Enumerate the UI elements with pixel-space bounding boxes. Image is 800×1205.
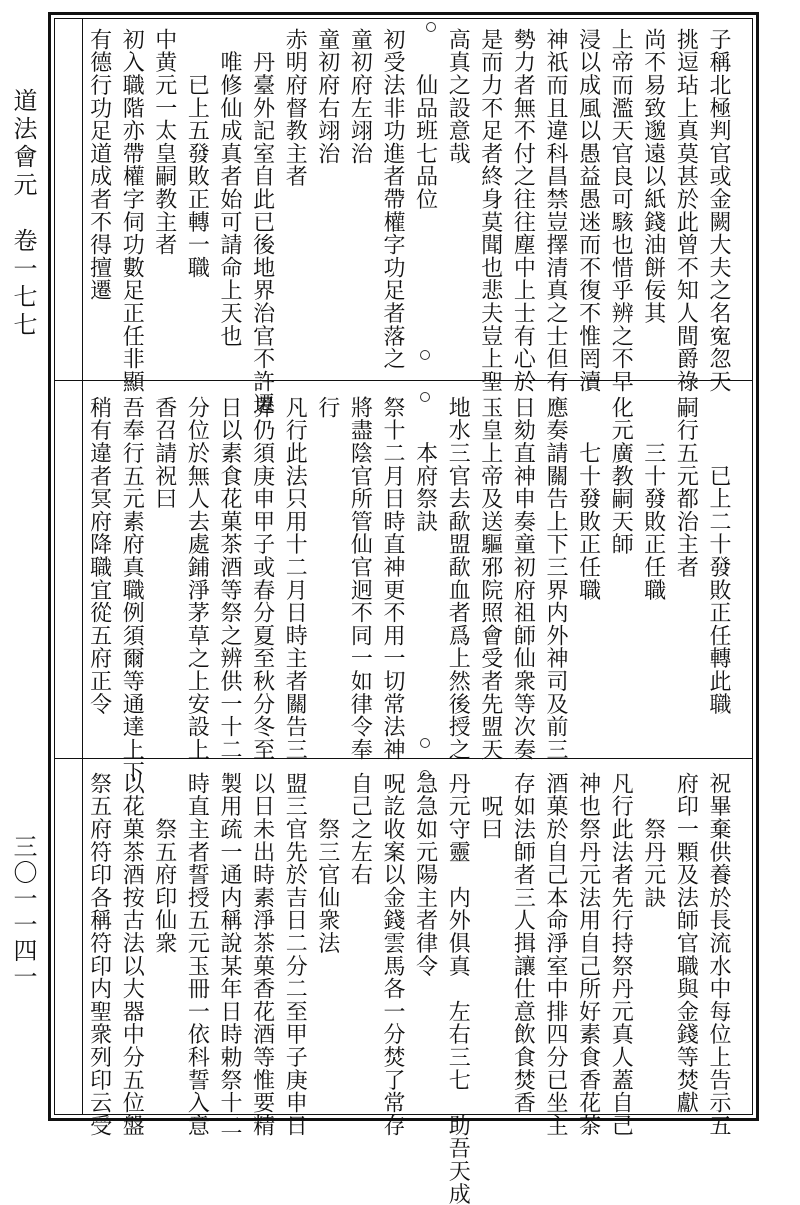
text-column: 高真之設意哉 — [445, 28, 471, 165]
text-column: 神祇而且違科昌禁豈擇清真之士但有 — [543, 28, 568, 393]
text-column: 子稱北極判官或金闕大夫之名寃忽天 — [706, 28, 731, 393]
text-column: 是而力不足者終身莫聞也悲夫豈上聖 — [477, 28, 503, 393]
text-column: 童初府右翊治 — [314, 28, 340, 165]
text-column: 祭丹元訣 — [640, 772, 666, 909]
text-column: 凡行此法只用十二月日時主者關告三 — [282, 396, 308, 761]
text-column: 盟三官先於吉日二分二至甲子庚申日 — [282, 772, 308, 1137]
text-column: 挑逗玷上真莫甚於此曾不知人間爵祿 — [673, 28, 699, 393]
text-column: 界仍須庚申甲子或春分夏至秋分冬至 — [249, 396, 275, 761]
circle-mark — [420, 392, 430, 402]
text-column: 吾奉行五元素府真職例須爾等通達上下 — [119, 396, 145, 784]
text-column: 初受法非功進者帶權字功足者落之 — [380, 28, 405, 370]
text-column: 祭三官仙衆法 — [314, 772, 340, 955]
text-column: 應奏請關告上下三界内外神司及前三 — [543, 396, 568, 761]
circle-mark — [420, 770, 430, 780]
text-column: 浸以成風以愚益愚迷而不復不惟罔瀆 — [575, 28, 601, 393]
text-column: 三十發敗正任職 — [640, 396, 666, 602]
text-column: 行 — [314, 396, 340, 419]
text-column: 七十發敗正任職 — [575, 396, 601, 602]
text-column: 玉皇上帝及送驅邪院照會受者先盟天 — [477, 396, 503, 761]
text-column: 將盡陰官所管仙官迥不同一如律令奉 — [347, 396, 373, 761]
text-column: 仙品班七品位 — [412, 28, 438, 211]
text-column: 酒菓於自己本命淨室中排四分已坐主 — [543, 772, 568, 1137]
text-column: 已上五發敗正轉一職 — [184, 28, 210, 279]
text-column: 赤明府督教主者 — [282, 28, 308, 188]
text-column: 稍有違者冥府降職宜從五府正令 — [86, 396, 112, 716]
panel-divider-1 — [54, 380, 753, 381]
text-column: 祭十二月日時直神更不用一切常法神 — [380, 396, 405, 761]
text-column: 有德行功足道成者不得擅遷 — [86, 28, 112, 302]
text-column: 丹臺外記室自此已後地界治官不許遷 — [249, 28, 275, 416]
text-column: 呪訖收案以金錢雲馬各一分焚了常存 — [380, 772, 405, 1137]
text-column: 存如法師者三人揖讓仕意飲食焚香 — [510, 772, 536, 1114]
text-column: 香召請祝曰 — [151, 396, 177, 510]
book-title: 道法會元 卷一七七 — [9, 88, 37, 340]
text-column: 府印一顆及法師官職與金錢等焚獻 — [673, 772, 699, 1114]
text-column: 祭五府符印各稱符印内聖衆列印云受 — [86, 772, 112, 1137]
text-column: 以日未出時素淨茶菓香花酒等惟要精 — [249, 772, 275, 1137]
circle-mark — [420, 738, 430, 748]
text-column: 化元廣教嗣天師 — [608, 396, 634, 556]
text-column: 已上二十發敗正任轉此職 — [706, 396, 731, 716]
text-column: 呪曰 — [477, 772, 503, 841]
text-column: 日劾直神申奏童初府祖師仙衆等次奏 — [510, 396, 536, 761]
text-column: 初入職階亦帶權字伺功數足正任非顯 — [119, 28, 145, 393]
text-column: 中黄元一太皇嗣教主者 — [151, 28, 177, 256]
text-column: 唯修仙成真者始可請命上天也 — [217, 28, 242, 348]
page-number: 三〇一一四一 — [9, 834, 37, 990]
text-column: 本府祭訣 — [412, 396, 438, 533]
text-column: 勢力者無不付之往往塵中上士有心於 — [510, 28, 536, 393]
text-column: 尚不易致邈遠以紙錢油餅佞其 — [640, 28, 666, 325]
text-column: 以花菓茶酒按古法以大器中分五位盤 — [119, 772, 145, 1137]
text-column: 急急如元陽主者律令 — [412, 772, 438, 978]
text-column: 凡行此法者先行持祭丹元真人蓋自己 — [608, 772, 634, 1137]
text-column: 地水三官去歃盟歃血者爲上然後授之 — [445, 396, 471, 761]
text-column: 祭五府印仙衆 — [151, 772, 177, 955]
text-column: 日以素食花菓茶酒等祭之辨供一十二 — [217, 396, 242, 761]
text-column: 時直主者誓授五元玉冊一依科誓入意 — [184, 772, 210, 1137]
text-column: 祝畢棄供養於長流水中每位上告示五 — [706, 772, 731, 1137]
text-column: 上帝而濫天官良可駭也惜乎辨之不早 — [608, 28, 634, 393]
circle-mark — [420, 350, 430, 360]
text-column: 分位於無人去處鋪淨茅草之上安設上 — [184, 396, 210, 761]
text-column: 嗣行五元都治主者 — [673, 396, 699, 579]
text-column: 製用疏一通内稱說某年日時勅祭十二 — [217, 772, 242, 1137]
text-column: 神也祭丹元法用自己所好素食香花茶 — [575, 772, 601, 1137]
text-column: 丹元守靈 内外俱真 左右三七 助吾天成 — [445, 772, 471, 1205]
circle-mark — [426, 22, 436, 32]
text-column: 童初府左翊治 — [347, 28, 373, 165]
text-column: 自己之左右 — [347, 772, 373, 886]
